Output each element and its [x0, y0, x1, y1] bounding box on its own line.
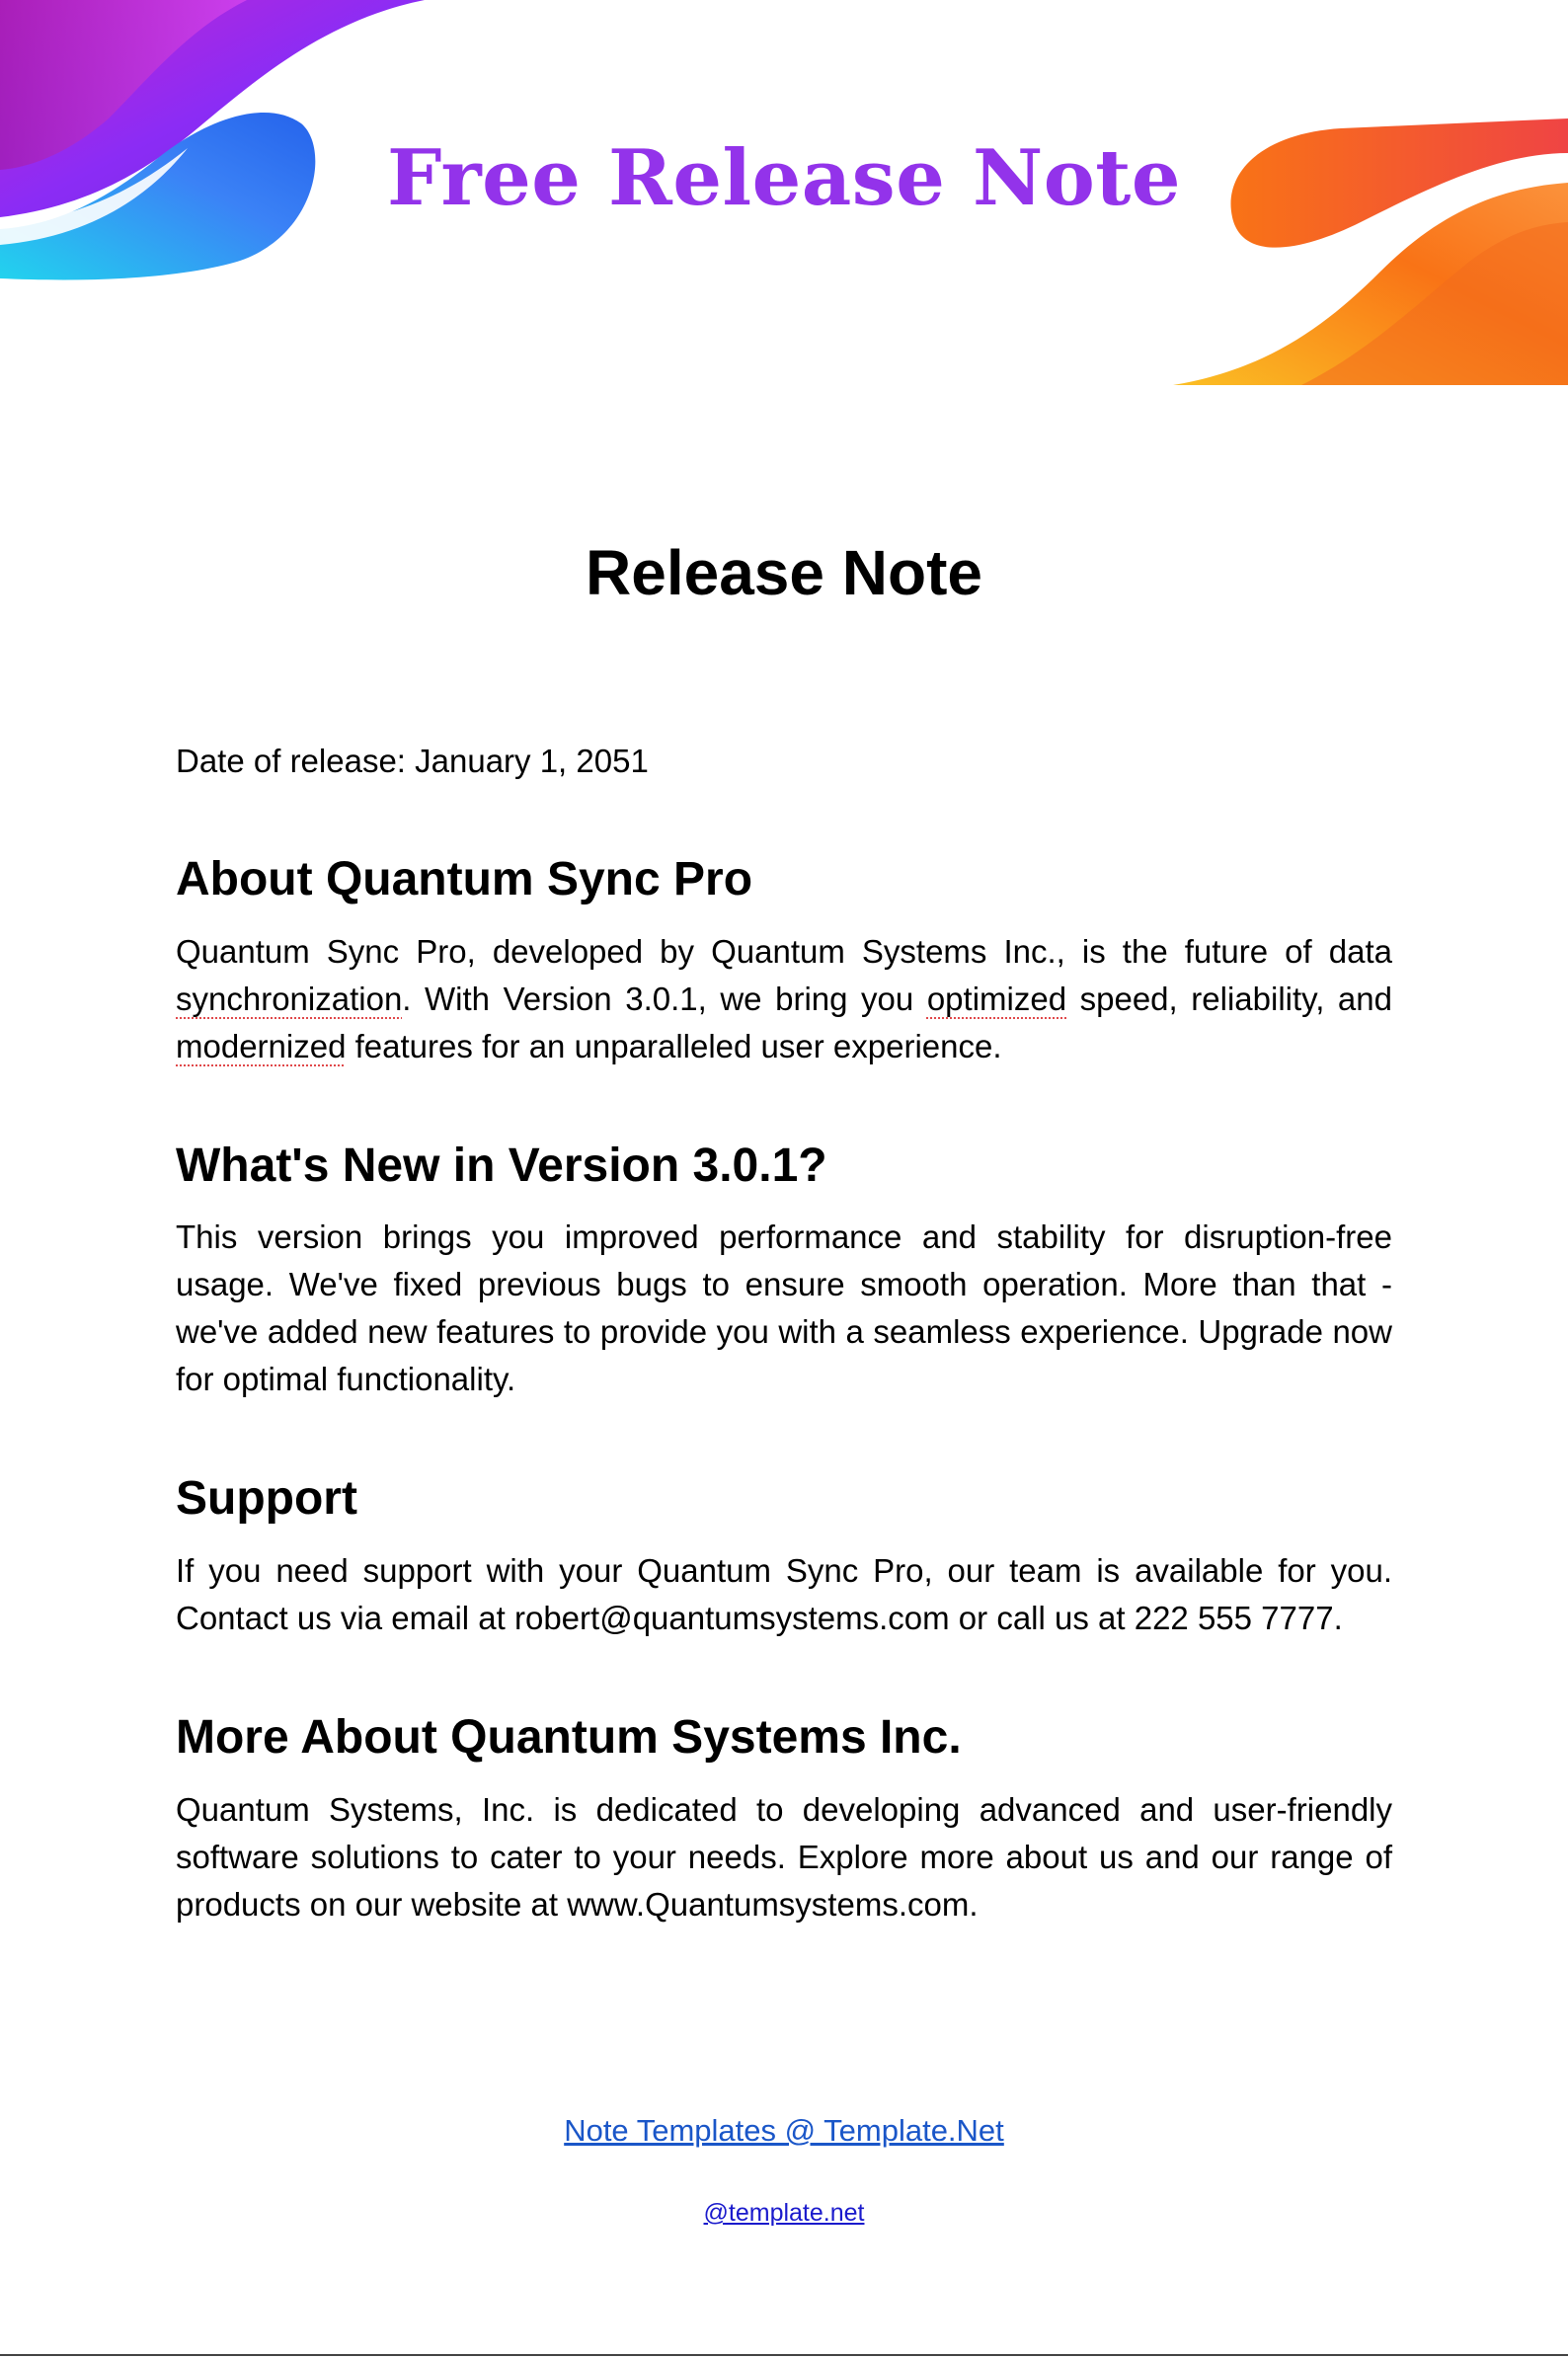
section-body: This version brings you improved performance and stability for disruption-free usage. We've fixed previous bugs to ensure smooth operation. More than that - we've added new features to provide you with a seamless experience. Upgrade now for optimal functionality.	[176, 1218, 1392, 1398]
page-title: Release Note	[586, 537, 982, 608]
section-body: If you need support with your Quantum Sync Pro, our team is available for you. Contact us via email at robert@quantumsystems.com or call us at 222 555 7777.	[176, 1551, 1392, 1636]
note-templates-link[interactable]: Note Templates @ Template.Net	[564, 2113, 1004, 2148]
section-body	[176, 928, 1392, 1070]
spellcheck-word: optimized	[926, 980, 1067, 1017]
section-heading: What's New in Version 3.0.1?	[176, 1139, 827, 1192]
footer-handle-container	[0, 2199, 1568, 2228]
section-heading: Support	[176, 1472, 357, 1526]
footer-link-container	[0, 2113, 1568, 2149]
section-heading: About Quantum Sync Pro	[176, 853, 753, 906]
spellcheck-word: modernized	[176, 1027, 347, 1064]
section-whats-new	[176, 1138, 1392, 1404]
body-text: Quantum Sync Pro, developed by Quantum Systems Inc., is the future of data	[176, 932, 1392, 970]
banner-title: Free Release Note	[387, 133, 1181, 223]
body-text: . With Version 3.0.1, we bring you	[402, 980, 927, 1017]
section-support	[176, 1470, 1392, 1642]
section-body: Quantum Systems, Inc. is dedicated to developing advanced and user-friendly software solutions to cater to your needs. Explore more about us and our range of products on our website at www.Quantumsystems.com.	[176, 1790, 1392, 1923]
page-bottom-divider	[0, 2354, 1568, 2356]
section-about	[176, 851, 1392, 1070]
spellcheck-word: synchronization	[176, 980, 403, 1017]
body-text: features for an unparalleled user experience.	[346, 1027, 1002, 1064]
document-body	[176, 739, 1392, 1996]
section-heading: More About Quantum Systems Inc.	[176, 1710, 962, 1764]
template-net-handle-link[interactable]: @template.net	[703, 2199, 865, 2227]
body-text: speed, reliability, and	[1066, 980, 1392, 1017]
section-more-about	[176, 1709, 1392, 1928]
release-date: Date of release: January 1, 2051	[176, 743, 649, 779]
